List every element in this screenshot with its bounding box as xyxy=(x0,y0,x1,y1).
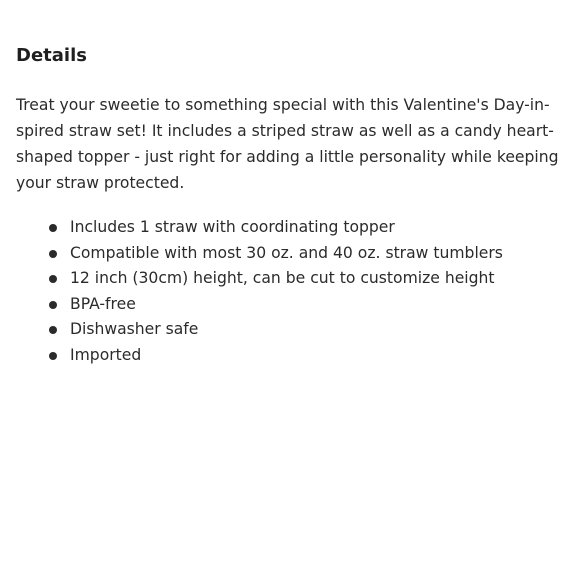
list-item xyxy=(0,215,503,241)
feature-text: Dishwasher safe xyxy=(70,320,199,339)
list-item xyxy=(0,266,503,292)
bullet-icon xyxy=(49,301,57,309)
feature-text: 12 inch (30cm) height, can be cut to customize height xyxy=(70,269,495,288)
feature-text: Compatible with most 30 oz. and 40 oz. straw tumblers xyxy=(70,243,503,262)
list-item xyxy=(0,343,503,369)
list-item xyxy=(0,292,503,318)
product-description xyxy=(16,92,568,196)
list-item xyxy=(0,317,503,343)
bullet-icon xyxy=(49,250,57,258)
feature-list xyxy=(0,215,503,369)
description-line: spired straw set! It includes a striped straw as well as a candy heart- xyxy=(16,122,554,140)
details-heading: Details xyxy=(16,45,87,66)
feature-text: Imported xyxy=(70,345,142,364)
bullet-icon xyxy=(49,275,57,283)
bullet-icon xyxy=(49,352,57,360)
list-item xyxy=(0,241,503,267)
bullet-icon xyxy=(49,224,57,232)
description-line: your straw protected. xyxy=(16,174,185,192)
bullet-icon xyxy=(49,326,57,334)
description-line: shaped topper - just right for adding a little personality while keeping xyxy=(16,148,559,166)
feature-text: Includes 1 straw with coordinating topper xyxy=(70,218,395,236)
feature-text: BPA-free xyxy=(70,294,136,313)
description-line: Treat your sweetie to something special with this Valentine's Day-in- xyxy=(16,96,550,114)
